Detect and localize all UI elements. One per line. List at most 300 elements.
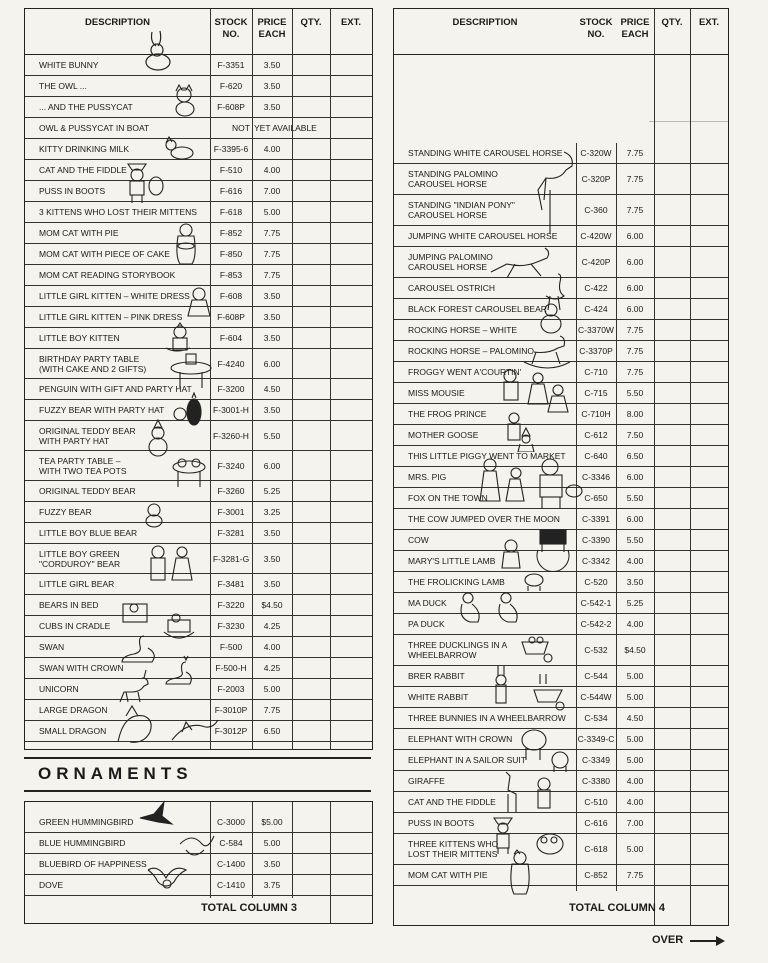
item-price: 6.00 bbox=[626, 472, 644, 482]
item-description: TEA PARTY TABLE – WITH TWO TEA POTS bbox=[39, 455, 127, 476]
item-description: MOM CAT WITH PIECE OF CAKE bbox=[39, 249, 170, 259]
item-price: 6.50 bbox=[626, 451, 644, 461]
swan-crown-illustration bbox=[158, 654, 194, 686]
table-row bbox=[394, 771, 728, 792]
corduroy-bears-illustration bbox=[146, 544, 196, 584]
item-description: ROCKING HORSE – WHITE bbox=[408, 325, 518, 335]
pig-fox-illustration bbox=[476, 455, 586, 511]
item-description: WHITE BUNNY bbox=[39, 60, 99, 70]
qty-input[interactable] bbox=[654, 635, 690, 665]
item-stock-no: C-320W bbox=[580, 148, 612, 158]
item-price: 6.00 bbox=[626, 257, 644, 267]
item-stock-no: F-608P bbox=[217, 312, 245, 322]
item-stock-no: F-604 bbox=[219, 333, 243, 343]
item-description: ELEPHANT WITH CROWN bbox=[408, 734, 513, 744]
item-price: 6.00 bbox=[626, 231, 644, 241]
table-row bbox=[25, 523, 372, 544]
item-description: OWL & PUSSYCAT IN BOAT bbox=[39, 123, 150, 133]
header-ext-right: EXT. bbox=[698, 17, 720, 28]
item-description: SMALL DRAGON bbox=[39, 726, 107, 736]
item-stock-no: C-532 bbox=[584, 645, 608, 655]
qty-input[interactable] bbox=[654, 195, 690, 225]
table-row bbox=[25, 139, 372, 160]
total-column-4: TOTAL COLUMN 4 bbox=[569, 902, 665, 914]
item-price: 4.25 bbox=[263, 663, 281, 673]
qty-input[interactable] bbox=[292, 55, 330, 75]
left-table-header bbox=[25, 9, 372, 55]
item-stock-no: C-424 bbox=[584, 304, 608, 314]
header-ext: EXT. bbox=[340, 17, 362, 28]
item-description: FUZZY BEAR bbox=[39, 507, 92, 517]
puss-in-boots-illustration bbox=[120, 158, 164, 206]
header-description-right: DESCRIPTION bbox=[452, 17, 518, 28]
qty-input[interactable] bbox=[292, 658, 330, 678]
header-stock-no: STOCK NO. bbox=[214, 17, 248, 40]
header-price-each: PRICE EACH bbox=[257, 17, 287, 40]
item-price: 3.50 bbox=[263, 405, 281, 415]
qty-input[interactable] bbox=[292, 76, 330, 96]
table-row bbox=[25, 679, 372, 700]
item-description: THE OWL ... bbox=[39, 81, 87, 91]
ornaments-top-rule bbox=[24, 757, 371, 759]
item-stock-no: C-1400 bbox=[217, 859, 245, 869]
item-price: 5.00 bbox=[626, 734, 644, 744]
item-description: LITTLE GIRL KITTEN – WHITE DRESS bbox=[39, 291, 190, 301]
qty-input[interactable] bbox=[654, 143, 690, 163]
item-stock-no: C-420W bbox=[580, 231, 612, 241]
item-price: 4.50 bbox=[263, 384, 281, 394]
item-description: KITTY DRINKING MILK bbox=[39, 144, 130, 154]
item-stock-no: C-542-2 bbox=[580, 619, 612, 629]
item-price: 5.50 bbox=[626, 535, 644, 545]
item-stock-no: C-1410 bbox=[217, 880, 245, 890]
qty-input[interactable] bbox=[292, 181, 330, 201]
over-label: OVER bbox=[652, 934, 684, 946]
item-stock-no: C-544W bbox=[580, 692, 612, 702]
item-description: GREEN HUMMINGBIRD bbox=[39, 817, 134, 827]
item-stock-no: C-3370P bbox=[579, 346, 613, 356]
header-description: DESCRIPTION bbox=[85, 17, 150, 28]
item-price: 4.00 bbox=[263, 642, 281, 652]
qty-input[interactable] bbox=[654, 614, 690, 634]
item-price: $4.50 bbox=[624, 645, 646, 655]
item-description: MA DUCK bbox=[408, 598, 447, 608]
item-stock-no: F-616 bbox=[219, 186, 243, 196]
item-description: PUSS IN BOOTS bbox=[39, 186, 106, 196]
item-description: ORIGINAL TEDDY BEAR bbox=[39, 486, 136, 496]
table-row bbox=[25, 202, 372, 223]
item-price: 7.75 bbox=[626, 205, 644, 215]
qty-input[interactable] bbox=[654, 530, 690, 550]
item-stock-no: F-3001 bbox=[217, 507, 245, 517]
qty-input[interactable] bbox=[654, 425, 690, 445]
item-stock-no: F-3260-H bbox=[213, 430, 249, 441]
qty-input[interactable] bbox=[292, 679, 330, 699]
qty-input[interactable] bbox=[292, 544, 330, 573]
qty-input[interactable] bbox=[292, 265, 330, 285]
qty-input[interactable] bbox=[292, 160, 330, 180]
table-row bbox=[25, 574, 372, 595]
wheelbarrow-illustration bbox=[518, 632, 558, 664]
qty-input[interactable] bbox=[292, 202, 330, 222]
item-price: 3.75 bbox=[263, 880, 281, 890]
qty-input[interactable] bbox=[292, 97, 330, 117]
qty-input[interactable] bbox=[654, 299, 690, 319]
bunny-illustration bbox=[140, 28, 176, 72]
item-stock-no: C-510 bbox=[584, 797, 608, 807]
item-description: MOM CAT READING STORYBOOK bbox=[39, 270, 176, 280]
qty-input[interactable] bbox=[292, 833, 330, 853]
item-price: YET AVAILABLE bbox=[254, 123, 317, 133]
item-description: LITTLE GIRL KITTEN – PINK DRESS bbox=[39, 312, 183, 322]
lamb-illustration bbox=[496, 538, 526, 570]
qty-input[interactable] bbox=[292, 139, 330, 159]
item-description: COW bbox=[408, 535, 429, 545]
item-description: THIS LITTLE PIGGY WENT TO MARKET bbox=[408, 451, 566, 461]
item-stock-no: C-360 bbox=[584, 205, 608, 215]
item-price: 6.00 bbox=[263, 358, 281, 369]
item-price: 5.00 bbox=[626, 755, 644, 765]
item-stock-no: C-3342 bbox=[582, 556, 610, 566]
qty-input[interactable] bbox=[292, 481, 330, 501]
qty-input[interactable] bbox=[292, 400, 330, 420]
item-stock-no: F-620 bbox=[219, 81, 243, 91]
item-description: DOVE bbox=[39, 880, 64, 890]
item-stock-no: C-520 bbox=[584, 577, 608, 587]
item-description: STANDING PALOMINO CAROUSEL HORSE bbox=[408, 169, 498, 189]
qty-input[interactable] bbox=[654, 687, 690, 707]
qty-input[interactable] bbox=[654, 771, 690, 791]
item-description: JUMPING PALOMINO CAROUSEL HORSE bbox=[408, 252, 493, 272]
item-price: 3.50 bbox=[263, 60, 281, 70]
rabbits-illustration bbox=[490, 664, 576, 712]
item-price: 3.50 bbox=[263, 579, 281, 589]
item-price: 3.25 bbox=[263, 507, 281, 517]
cubs-cradle-illustration bbox=[162, 612, 196, 644]
item-price: 3.50 bbox=[263, 291, 281, 301]
item-stock-no: C-710 bbox=[584, 367, 608, 377]
item-description: LITTLE BOY KITTEN bbox=[39, 333, 120, 343]
item-description: SWAN WITH CROWN bbox=[39, 663, 124, 673]
item-stock-no: F-3281-G bbox=[212, 553, 250, 564]
ornaments-title: ORNAMENTS bbox=[38, 764, 193, 783]
item-stock-no: F-853 bbox=[219, 270, 243, 280]
item-description: CAT AND THE FIDDLE bbox=[408, 797, 496, 807]
fuzzy-bear-illustration bbox=[142, 502, 166, 528]
item-price: 4.00 bbox=[263, 144, 281, 154]
table-row bbox=[394, 792, 728, 813]
qty-input[interactable] bbox=[654, 572, 690, 592]
teddy-party-hat-illustration bbox=[142, 418, 178, 458]
item-description: 3 KITTENS WHO LOST THEIR MITTENS bbox=[39, 207, 197, 217]
qty-input[interactable] bbox=[292, 307, 330, 327]
item-description: BLACK FOREST CAROUSEL BEAR bbox=[408, 304, 547, 314]
qty-input[interactable] bbox=[292, 349, 330, 378]
qty-input[interactable] bbox=[654, 834, 690, 864]
item-description: MARY'S LITTLE LAMB bbox=[408, 556, 496, 566]
item-price: 7.75 bbox=[263, 228, 281, 238]
qty-input[interactable] bbox=[292, 854, 330, 874]
item-stock-no: C-534 bbox=[584, 713, 608, 723]
qty-input[interactable] bbox=[654, 446, 690, 466]
table-row bbox=[25, 616, 372, 637]
mom-cat-pie-illustration bbox=[172, 222, 200, 266]
item-description: PUSS IN BOOTS bbox=[408, 818, 475, 828]
item-stock-no: C-3346 bbox=[582, 472, 610, 482]
item-price: 3.50 bbox=[626, 577, 644, 587]
header-qty: QTY. bbox=[300, 17, 322, 28]
item-description: BIRTHDAY PARTY TABLE (WITH CAKE AND 2 GIFTS) bbox=[39, 353, 147, 374]
item-price: 6.00 bbox=[626, 304, 644, 314]
item-price: 5.25 bbox=[626, 598, 644, 608]
table-row bbox=[394, 572, 728, 593]
item-stock-no: F-4240 bbox=[217, 358, 245, 369]
item-price: $5.00 bbox=[261, 817, 283, 827]
qty-input[interactable] bbox=[654, 813, 690, 833]
table-row bbox=[25, 55, 372, 76]
item-price: 7.75 bbox=[626, 870, 644, 880]
qty-input[interactable] bbox=[292, 223, 330, 243]
item-price: 6.00 bbox=[626, 514, 644, 524]
right-arrow-icon bbox=[690, 935, 726, 947]
item-price: 3.50 bbox=[263, 312, 281, 322]
table-row bbox=[25, 637, 372, 658]
item-description: CAT AND THE FIDDLE bbox=[39, 165, 127, 175]
item-description: LITTLE BOY BLUE BEAR bbox=[39, 528, 138, 538]
table-row bbox=[25, 595, 372, 616]
item-stock-no: F-510 bbox=[219, 165, 243, 175]
item-description: THREE BUNNIES IN A WHEELBARROW bbox=[408, 713, 566, 723]
item-price: 7.75 bbox=[626, 148, 644, 158]
qty-input[interactable] bbox=[654, 750, 690, 770]
item-stock-no: C-3000 bbox=[217, 817, 245, 827]
item-stock-no: F-3200 bbox=[217, 384, 245, 394]
item-stock-no: C-584 bbox=[219, 838, 243, 848]
ducks-illustration bbox=[456, 590, 526, 630]
frolicking-lamb-illustration bbox=[522, 570, 548, 592]
qty-input[interactable] bbox=[654, 488, 690, 508]
item-price: 5.00 bbox=[263, 838, 281, 848]
qty-input[interactable] bbox=[654, 383, 690, 403]
item-description: CUBS IN CRADLE bbox=[39, 621, 111, 631]
item-stock-no: F-500-H bbox=[215, 663, 247, 673]
table-row bbox=[25, 658, 372, 679]
item-price: 7.75 bbox=[263, 270, 281, 280]
item-price: 3.50 bbox=[263, 528, 281, 538]
qty-input[interactable] bbox=[654, 729, 690, 749]
item-stock-no: F-608P bbox=[217, 102, 245, 112]
item-price: 6.50 bbox=[263, 726, 281, 736]
item-stock-no: C-710H bbox=[581, 409, 611, 419]
mom-cat-pie-right-illustration bbox=[506, 848, 534, 896]
item-stock-no: C-852 bbox=[584, 870, 608, 880]
item-price: 7.75 bbox=[263, 249, 281, 259]
item-stock-no: C-3380 bbox=[582, 776, 610, 786]
table-row bbox=[25, 265, 372, 286]
item-description: MOTHER GOOSE bbox=[408, 430, 479, 440]
item-price: 8.00 bbox=[626, 409, 644, 419]
hummingbird-illustration bbox=[138, 800, 178, 830]
item-description: BEARS IN BED bbox=[39, 600, 99, 610]
item-stock-no: F-3260 bbox=[217, 486, 245, 496]
header-stock-no-right: STOCK NO. bbox=[579, 17, 613, 40]
ornaments-bottom-rule bbox=[24, 790, 371, 792]
tea-party-illustration bbox=[170, 455, 208, 491]
kittens-mittens-illustration bbox=[534, 828, 566, 858]
item-description: UNICORN bbox=[39, 684, 79, 694]
right-table-header bbox=[394, 9, 728, 55]
qty-input[interactable] bbox=[292, 502, 330, 522]
table-row bbox=[394, 614, 728, 635]
item-stock-no: C-650 bbox=[584, 493, 608, 503]
item-stock-no: C-3390 bbox=[582, 535, 610, 545]
item-stock-no: F-608 bbox=[219, 291, 243, 301]
item-price: 6.00 bbox=[263, 460, 281, 471]
qty-input[interactable] bbox=[654, 551, 690, 571]
item-stock-no: F-850 bbox=[219, 249, 243, 259]
item-stock-no: F-3395-6 bbox=[213, 144, 249, 154]
item-stock-no: C-612 bbox=[584, 430, 608, 440]
item-description: STANDING "INDIAN PONY" CAROUSEL HORSE bbox=[408, 200, 515, 220]
item-description: LITTLE BOY GREEN "CORDUROY" BEAR bbox=[39, 548, 121, 569]
qty-input[interactable] bbox=[292, 523, 330, 543]
qty-input[interactable] bbox=[292, 379, 330, 399]
qty-input[interactable] bbox=[292, 721, 330, 741]
item-description: PENGUIN WITH GIFT AND PARTY HAT bbox=[39, 384, 192, 394]
item-stock-no: C-618 bbox=[584, 844, 608, 854]
item-description: MRS. PIG bbox=[408, 472, 447, 482]
qty-input[interactable] bbox=[292, 616, 330, 636]
mother-goose-illustration bbox=[512, 426, 540, 452]
item-stock-no: F-500 bbox=[219, 642, 243, 652]
item-price: 5.00 bbox=[626, 844, 644, 854]
item-description: CAROUSEL OSTRICH bbox=[408, 283, 496, 293]
table-row bbox=[394, 865, 728, 886]
table-row bbox=[25, 160, 372, 181]
item-stock-no: F-3012P bbox=[214, 726, 248, 736]
qty-input[interactable] bbox=[654, 164, 690, 194]
item-description: THE COW JUMPED OVER THE MOON bbox=[408, 514, 560, 524]
item-description: BLUE HUMMINGBIRD bbox=[39, 838, 126, 848]
item-price: 5.00 bbox=[626, 692, 644, 702]
qty-input[interactable] bbox=[292, 328, 330, 348]
item-price: 5.50 bbox=[263, 430, 281, 441]
table-row bbox=[394, 593, 728, 614]
kitty-milk-illustration bbox=[162, 133, 196, 163]
item-stock-no: F-852 bbox=[219, 228, 243, 238]
item-stock-no: C-640 bbox=[584, 451, 608, 461]
item-description: MOM CAT WITH PIE bbox=[408, 870, 488, 880]
item-description: BRER RABBIT bbox=[408, 671, 465, 681]
item-stock-no: F-3010P bbox=[214, 705, 248, 715]
qty-input[interactable] bbox=[654, 792, 690, 812]
item-stock-no: F-2003 bbox=[217, 684, 245, 694]
item-price: 6.00 bbox=[626, 283, 644, 293]
item-description: WHITE RABBIT bbox=[408, 692, 469, 702]
cow-moon-illustration bbox=[526, 524, 582, 572]
item-stock-no: C-420P bbox=[581, 257, 611, 267]
qty-input[interactable] bbox=[654, 467, 690, 487]
item-price: 3.50 bbox=[263, 553, 281, 564]
item-price: 7.00 bbox=[626, 818, 644, 828]
qty-input[interactable] bbox=[292, 812, 330, 832]
qty-input[interactable] bbox=[292, 700, 330, 720]
qty-input[interactable] bbox=[654, 341, 690, 361]
item-description: FUZZY BEAR WITH PARTY HAT bbox=[39, 405, 165, 415]
item-stock-no: F-3281 bbox=[217, 528, 245, 538]
item-description: MOM CAT WITH PIE bbox=[39, 228, 119, 238]
qty-input[interactable] bbox=[654, 320, 690, 340]
qty-input[interactable] bbox=[292, 244, 330, 264]
qty-input[interactable] bbox=[654, 247, 690, 277]
item-price: 3.50 bbox=[263, 333, 281, 343]
table-row bbox=[25, 328, 372, 349]
qty-input[interactable] bbox=[654, 666, 690, 686]
table-row bbox=[25, 181, 372, 202]
item-stock-no: C-715 bbox=[584, 388, 608, 398]
item-description: GIRAFFE bbox=[408, 776, 445, 786]
qty-input[interactable] bbox=[292, 451, 330, 480]
item-stock-no: C-422 bbox=[584, 283, 608, 293]
item-stock-no: C-544 bbox=[584, 671, 608, 681]
bluebird-illustration bbox=[176, 830, 216, 864]
item-price: 5.25 bbox=[263, 486, 281, 496]
item-price: 5.00 bbox=[263, 684, 281, 694]
item-description: BLUEBIRD OF HAPPINESS bbox=[39, 859, 147, 869]
qty-input[interactable] bbox=[654, 865, 690, 885]
blank-row bbox=[394, 122, 728, 142]
qty-input[interactable] bbox=[654, 226, 690, 246]
qty-input[interactable] bbox=[292, 286, 330, 306]
qty-input[interactable] bbox=[292, 595, 330, 615]
item-price: 7.75 bbox=[626, 174, 644, 184]
item-price: 4.00 bbox=[626, 776, 644, 786]
qty-input[interactable] bbox=[654, 404, 690, 424]
item-description: STANDING WHITE CAROUSEL HORSE bbox=[408, 148, 563, 158]
item-price: 3.50 bbox=[263, 81, 281, 91]
item-stock-no: C-3370W bbox=[578, 325, 614, 335]
item-price: 4.50 bbox=[626, 713, 644, 723]
qty-input[interactable] bbox=[654, 509, 690, 529]
item-description: THE FROG PRINCE bbox=[408, 409, 487, 419]
item-price: 4.00 bbox=[626, 556, 644, 566]
item-description: THREE KITTENS WHO LOST THEIR MITTENS bbox=[408, 839, 499, 859]
item-price: 4.25 bbox=[263, 621, 281, 631]
qty-input[interactable] bbox=[292, 118, 330, 138]
qty-input[interactable] bbox=[292, 637, 330, 657]
item-stock-no: F-3220 bbox=[217, 600, 245, 610]
giraffe-illustration bbox=[496, 770, 560, 814]
item-stock-no: C-3391 bbox=[582, 514, 610, 524]
item-description: ELEPHANT IN A SAILOR SUIT bbox=[408, 755, 526, 765]
item-price: 7.75 bbox=[626, 325, 644, 335]
qty-input[interactable] bbox=[292, 421, 330, 450]
table-row bbox=[25, 544, 372, 574]
qty-input[interactable] bbox=[292, 574, 330, 594]
table-row bbox=[25, 502, 372, 523]
qty-input[interactable] bbox=[654, 278, 690, 298]
qty-input[interactable] bbox=[292, 875, 330, 895]
item-stock-no: NOT bbox=[232, 123, 250, 133]
qty-input[interactable] bbox=[654, 708, 690, 728]
total-column-3: TOTAL COLUMN 3 bbox=[201, 902, 297, 914]
item-price: 7.00 bbox=[263, 186, 281, 196]
qty-input[interactable] bbox=[654, 593, 690, 613]
qty-input[interactable] bbox=[654, 362, 690, 382]
item-price: 7.75 bbox=[626, 346, 644, 356]
item-description: ROCKING HORSE – PALOMINO bbox=[408, 346, 534, 356]
cat-illustration bbox=[170, 83, 200, 117]
